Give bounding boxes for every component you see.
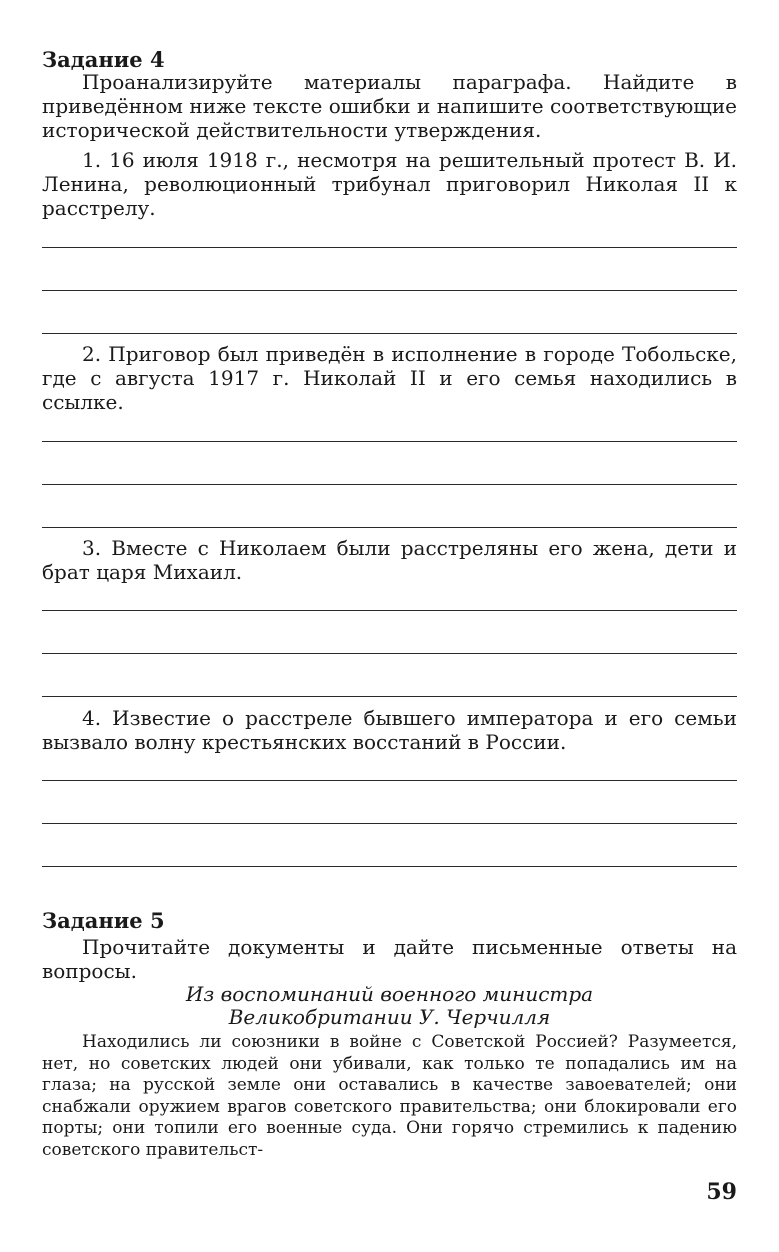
answer-line[interactable] [42, 333, 737, 334]
answer-line[interactable] [42, 696, 737, 697]
answer-line[interactable] [42, 290, 737, 291]
task4-item-1: 1. 16 июля 1918 г., несмотря на решительный протест В. И. Ленина, революционный трибунал приговорил Николая II к расстрелу. [42, 148, 737, 220]
task4-item-3: 3. Вместе с Николаем были расстреляны его жена, дети и брат царя Михаил. [42, 536, 737, 584]
page-number: 59 [706, 1179, 737, 1205]
answer-line[interactable] [42, 780, 737, 781]
document-title-line-2: Великобритании У. Черчилля [228, 1005, 551, 1029]
answer-line[interactable] [42, 653, 737, 654]
answer-line[interactable] [42, 610, 737, 611]
task4-intro: Проанализируйте материалы параграфа. Найдите в приведённом ниже тексте ошибки и напишите соответствующие исторической действительности утверждения. [42, 70, 737, 142]
answer-line[interactable] [42, 247, 737, 248]
task5-intro: Прочитайте документы и дайте письменные ответы на вопросы. [42, 935, 737, 983]
document-text: Находились ли союзники в войне с Советской Россией? Разумеется, нет, но советских людей они убивали, как только те попадались им на глаза; на русской земле они оставались в качестве завоевателей; они снабжали оружием врагов советского правительства; они блокировали его порты; они топили его военные суда. Они горячо стремились к падению советского правительст- [42, 1032, 737, 1160]
answer-line[interactable] [42, 527, 737, 528]
answer-line[interactable] [42, 823, 737, 824]
answer-line[interactable] [42, 866, 737, 867]
task4-item-2: 2. Приговор был приведён в исполнение в городе Тобольске, где с августа 1917 г. Николай II и его семья находились в ссылке. [42, 342, 737, 414]
answer-line[interactable] [42, 484, 737, 485]
task4-item-4: 4. Известие о расстреле бывшего императора и его семьи вызвало волну крестьянских восстаний в России. [42, 706, 737, 754]
document-title-line-1: Из воспоминаний военного министра [185, 982, 594, 1006]
task5-heading: Задание 5 [42, 908, 165, 933]
answer-line[interactable] [42, 441, 737, 442]
task4-heading: Задание 4 [42, 47, 165, 72]
